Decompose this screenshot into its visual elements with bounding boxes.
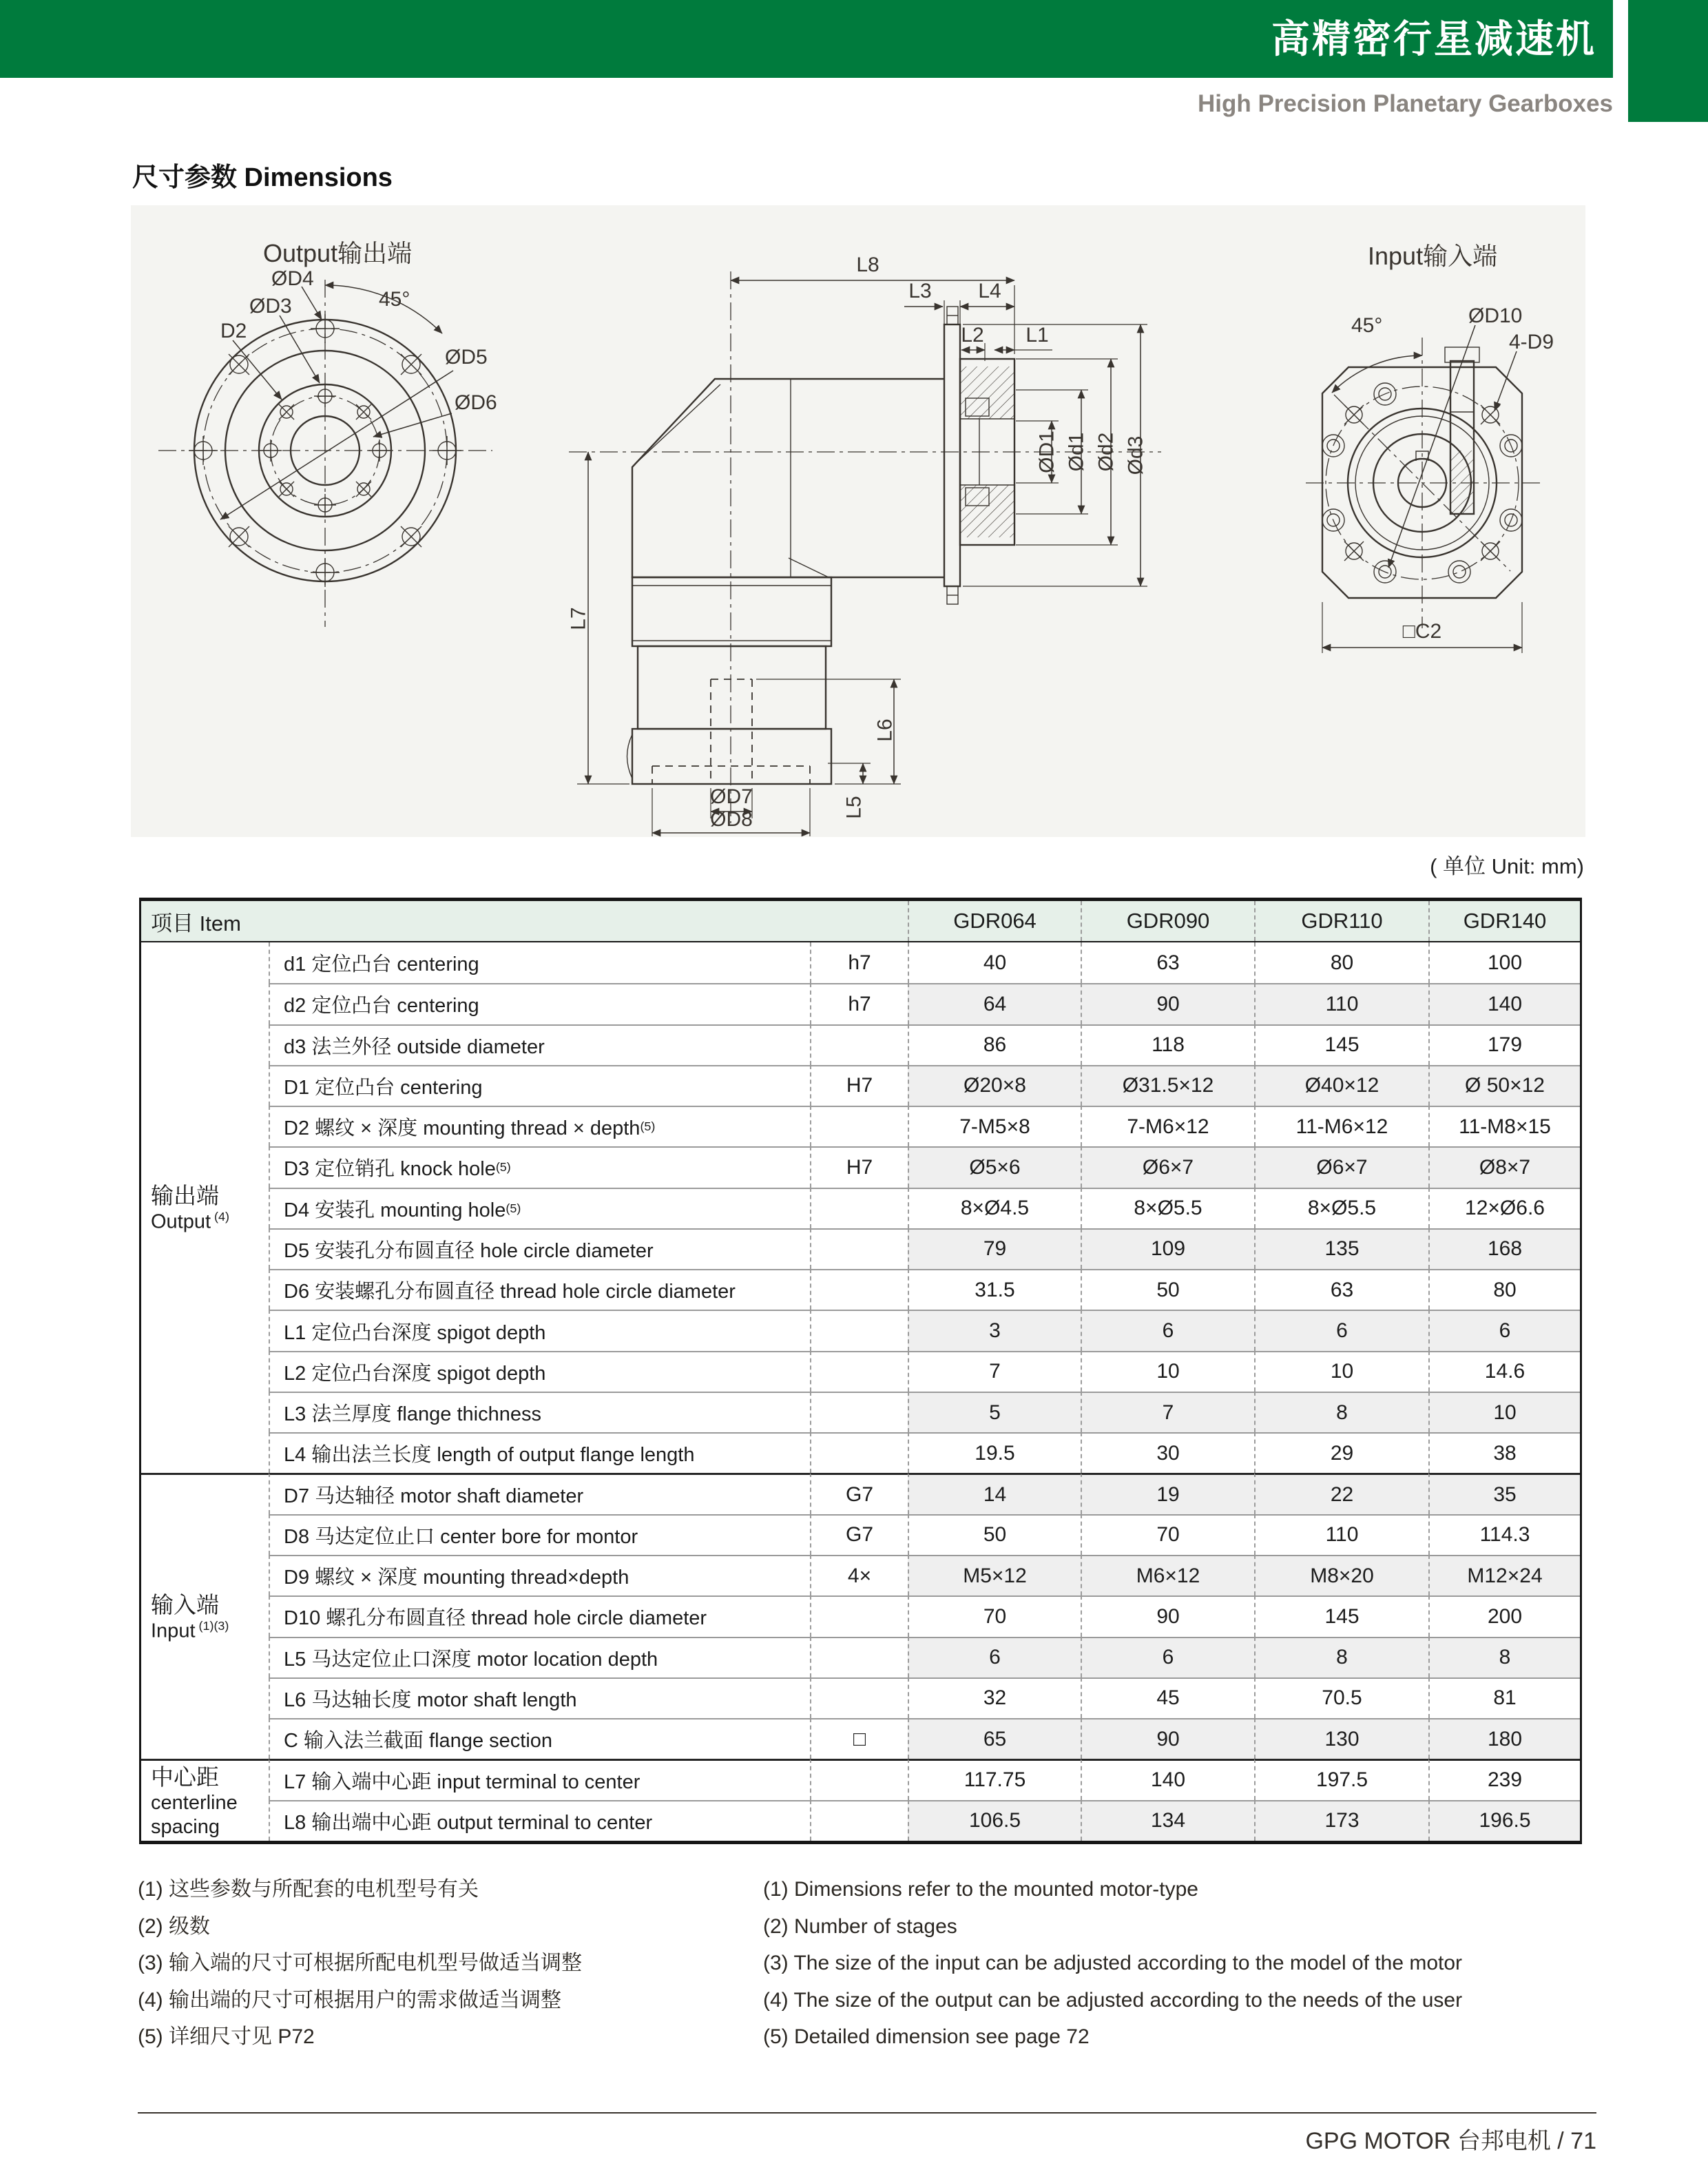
leader-d4 — [302, 287, 322, 320]
value-cell: 197.5 — [1254, 1759, 1428, 1799]
label-angle-input: 45° — [1351, 314, 1383, 337]
footnote: (5) 详细尺寸见 P72 — [138, 2025, 315, 2048]
label-d2: D2 — [220, 320, 247, 342]
leader-d3 — [280, 316, 320, 383]
value-cell: 64 — [908, 983, 1081, 1024]
value-cell: Ø31.5×12 — [1081, 1065, 1254, 1106]
tolerance-cell — [810, 1677, 908, 1718]
value-cell: 114.3 — [1428, 1514, 1580, 1555]
tolerance-cell — [810, 1269, 908, 1310]
row-label: D8 马达定位止口 center bore for montor — [269, 1514, 810, 1555]
label-c2: □C2 — [1402, 620, 1442, 643]
value-cell: 29 — [1254, 1432, 1428, 1473]
value-cell: 50 — [1081, 1269, 1254, 1310]
value-cell: 10 — [1081, 1351, 1254, 1392]
value-cell: 7-M5×8 — [908, 1106, 1081, 1146]
value-cell: 7 — [1081, 1392, 1254, 1432]
input-view — [1306, 242, 1554, 653]
value-cell: 80 — [1428, 1269, 1580, 1310]
value-cell: 50 — [908, 1514, 1081, 1555]
value-cell: 145 — [1254, 1024, 1428, 1065]
value-cell: 134 — [1081, 1800, 1254, 1841]
value-cell: 90 — [1081, 1718, 1254, 1759]
value-cell: 10 — [1428, 1392, 1580, 1432]
tolerance-cell: H7 — [810, 1065, 908, 1106]
value-cell: 130 — [1254, 1718, 1428, 1759]
value-cell: 100 — [1428, 942, 1580, 983]
label-l5: L5 — [842, 796, 866, 819]
value-cell: 70.5 — [1254, 1677, 1428, 1718]
row-label: d1 定位凸台 centering — [269, 942, 810, 983]
value-cell: 65 — [908, 1718, 1081, 1759]
label-d5: ØD5 — [445, 346, 488, 369]
value-cell: 63 — [1081, 942, 1254, 983]
value-cell: 14 — [908, 1473, 1081, 1514]
value-cell: 19 — [1081, 1473, 1254, 1514]
row-label: L1 定位凸台深度 spigot depth — [269, 1310, 810, 1350]
footnote: (3) The size of the input can be adjusted according to the model of the motor — [763, 1952, 1463, 1974]
label-l4: L4 — [978, 280, 1001, 302]
value-cell: M5×12 — [908, 1555, 1081, 1595]
leader-d5 — [220, 371, 453, 519]
gearbox-body — [632, 379, 944, 577]
footnotes-en — [763, 1871, 1462, 2056]
value-cell: 5 — [908, 1392, 1081, 1432]
section-label: 输入端 Input $^{(1)(3)}$ — [141, 1473, 269, 1759]
motor-adapter — [627, 577, 832, 784]
value-cell: 110 — [1254, 983, 1428, 1024]
label-D1: ØD1 — [1035, 431, 1059, 473]
footer-page-label: GPG MOTOR 台邦电机 / 71 — [1305, 2128, 1596, 2154]
value-cell: M6×12 — [1081, 1555, 1254, 1595]
value-cell: 31.5 — [908, 1269, 1081, 1310]
value-cell: 3 — [908, 1310, 1081, 1350]
value-cell: 173 — [1254, 1800, 1428, 1841]
col-header-gdr064: GDR064 — [908, 901, 1081, 941]
dimension-drawing — [131, 205, 1585, 837]
value-cell: 11-M8×15 — [1428, 1106, 1580, 1146]
value-cell: 135 — [1254, 1228, 1428, 1269]
value-cell: 35 — [1428, 1473, 1580, 1514]
row-label: D3 定位销孔 knock hole (5) — [269, 1146, 810, 1187]
col-header-gdr110: GDR110 — [1254, 901, 1428, 941]
col-header-gdr090: GDR090 — [1081, 901, 1254, 941]
label-angle-output: 45° — [379, 288, 410, 311]
dim-l3-l4 — [904, 280, 1014, 328]
row-label: L2 定位凸台深度 spigot depth — [269, 1351, 810, 1392]
value-cell: 6 — [1428, 1310, 1580, 1350]
section-label: 输出端 Output $^{(4)}$ — [151, 1182, 230, 1233]
dimensions-table — [139, 898, 1582, 1844]
tolerance-cell — [810, 1351, 908, 1392]
value-cell: 6 — [908, 1637, 1081, 1677]
green-banner — [0, 0, 1613, 78]
value-cell: 180 — [1428, 1718, 1580, 1759]
page-subtitle-en: High Precision Planetary Gearboxes — [1197, 90, 1613, 117]
value-cell: 86 — [908, 1024, 1081, 1065]
dim-l2-l1 — [961, 324, 1052, 361]
label-d3: ØD3 — [249, 295, 292, 318]
row-label: L4 输出法兰长度 length of output flange length — [269, 1432, 810, 1473]
label-l2: L2 — [961, 324, 984, 347]
value-cell: 196.5 — [1428, 1800, 1580, 1841]
label-l8: L8 — [856, 254, 879, 276]
tolerance-cell — [810, 1800, 908, 1841]
page-title-zh: 高精密行星减速机 — [1271, 17, 1596, 61]
label-d4: ØD4 — [271, 267, 314, 290]
value-cell: 19.5 — [908, 1432, 1081, 1473]
value-cell: 140 — [1081, 1759, 1254, 1799]
row-label: D10 螺孔分布圆直径 thread hole circle diameter — [269, 1595, 810, 1636]
dim-l6-l5 — [756, 679, 901, 819]
footnote: (2) Number of stages — [763, 1914, 957, 1938]
tolerance-cell: □ — [810, 1718, 908, 1759]
value-cell: 7-M6×12 — [1081, 1106, 1254, 1146]
value-cell: M8×20 — [1254, 1555, 1428, 1595]
value-cell: 106.5 — [908, 1800, 1081, 1841]
value-cell: 90 — [1081, 983, 1254, 1024]
unit-note: ( 单位 Unit: mm) — [1430, 854, 1584, 878]
label-4d9: 4-D9 — [1509, 331, 1554, 353]
label-small-d1: Ød1 — [1065, 432, 1088, 472]
tolerance-cell: h7 — [810, 942, 908, 983]
tolerance-cell — [810, 1024, 908, 1065]
label-d6: ØD6 — [455, 391, 497, 414]
leader-d6 — [373, 413, 452, 437]
footnote: (1) 这些参数与所配套的电机型号有关 — [138, 1878, 479, 1901]
tolerance-cell — [810, 1310, 908, 1350]
output-flange-plate — [944, 307, 960, 604]
row-label: D9 螺纹 × 深度 mounting thread×depth — [269, 1555, 810, 1595]
footnote: (3) 输入端的尺寸可根据所配电机型号做适当调整 — [138, 1952, 582, 1974]
value-cell: 140 — [1428, 983, 1580, 1024]
row-label: D6 安装螺孔分布圆直径 thread hole circle diameter — [269, 1269, 810, 1310]
row-label: L3 法兰厚度 flange thichness — [269, 1392, 810, 1432]
input-key-slot — [1445, 347, 1479, 514]
tolerance-cell — [810, 1637, 908, 1677]
row-label: L8 输出端中心距 output terminal to center — [269, 1800, 810, 1841]
section-view — [567, 254, 1162, 836]
value-cell: 7 — [908, 1351, 1081, 1392]
value-cell: 79 — [908, 1228, 1081, 1269]
value-cell: 179 — [1428, 1024, 1580, 1065]
label-d10: ØD10 — [1468, 304, 1523, 327]
value-cell: 80 — [1254, 942, 1428, 983]
tolerance-cell: h7 — [810, 983, 908, 1024]
section-label: 中心距 centerline spacing — [141, 1759, 269, 1841]
value-cell: 90 — [1081, 1595, 1254, 1636]
tolerance-cell — [810, 1392, 908, 1432]
row-label: D7 马达轴径 motor shaft diameter — [269, 1473, 810, 1514]
label-l7: L7 — [567, 607, 590, 630]
value-cell: Ø20×8 — [908, 1065, 1081, 1106]
row-label: L5 马达定位止口深度 motor location depth — [269, 1637, 810, 1677]
footnote: (5) Detailed dimension see page 72 — [763, 2025, 1090, 2048]
value-cell: 10 — [1254, 1351, 1428, 1392]
tolerance-cell — [810, 1106, 908, 1146]
value-cell: 239 — [1428, 1759, 1580, 1799]
value-cell: Ø6×7 — [1081, 1146, 1254, 1187]
value-cell: 8×Ø5.5 — [1254, 1188, 1428, 1228]
col-header-gdr140: GDR140 — [1428, 901, 1580, 941]
footnote: (2) 级数 — [138, 1914, 210, 1938]
value-cell: 8×Ø4.5 — [908, 1188, 1081, 1228]
footer-rule — [138, 2112, 1596, 2114]
drawing-svg — [131, 205, 1585, 837]
row-label: L6 马达轴长度 motor shaft length — [269, 1677, 810, 1718]
tolerance-cell — [810, 1188, 908, 1228]
dim-l7 — [567, 452, 630, 784]
value-cell: 63 — [1254, 1269, 1428, 1310]
value-cell: 70 — [1081, 1514, 1254, 1555]
tolerance-cell: G7 — [810, 1514, 908, 1555]
output-view — [158, 239, 497, 627]
value-cell: 8 — [1428, 1637, 1580, 1677]
value-cell: 168 — [1428, 1228, 1580, 1269]
footnote: (1) Dimensions refer to the mounted motor-type — [763, 1878, 1198, 1901]
row-label: C 输入法兰截面 flange section — [269, 1718, 810, 1759]
table-body — [141, 942, 1580, 1841]
value-cell: 70 — [908, 1595, 1081, 1636]
value-cell: M12×24 — [1428, 1555, 1580, 1595]
value-cell: 81 — [1428, 1677, 1580, 1718]
footnote: (4) 输出端的尺寸可根据用户的需求做适当调整 — [138, 1988, 561, 2012]
value-cell: 145 — [1254, 1595, 1428, 1636]
green-side-stripe — [1628, 0, 1708, 122]
label-l1: L1 — [1025, 324, 1049, 347]
row-label: d2 定位凸台 centering — [269, 983, 810, 1024]
value-cell: 6 — [1254, 1310, 1428, 1350]
section-heading: 尺寸参数 Dimensions — [132, 163, 393, 192]
label-small-d2: Ød2 — [1094, 432, 1118, 472]
value-cell: 8 — [1254, 1392, 1428, 1432]
label-D7: ØD7 — [710, 785, 753, 808]
value-cell: Ø 50×12 — [1428, 1065, 1580, 1106]
row-label: d3 法兰外径 outside diameter — [269, 1024, 810, 1065]
row-label: D5 安装孔分布圆直径 hole circle diameter — [269, 1228, 810, 1269]
label-l6: L6 — [873, 719, 897, 742]
label-small-d3: Ød3 — [1124, 435, 1147, 475]
label-l3: L3 — [908, 280, 932, 302]
dim-diameters — [963, 324, 1147, 586]
tolerance-cell: 4× — [810, 1555, 908, 1595]
dim-d7-d8 — [652, 785, 810, 836]
value-cell: 40 — [908, 942, 1081, 983]
value-cell: 6 — [1081, 1310, 1254, 1350]
value-cell: 45 — [1081, 1677, 1254, 1718]
tolerance-cell — [810, 1759, 908, 1799]
value-cell: 118 — [1081, 1024, 1254, 1065]
tolerance-cell: G7 — [810, 1473, 908, 1514]
input-view-title: Input输入端 — [1368, 242, 1498, 270]
value-cell: 6 — [1081, 1637, 1254, 1677]
value-cell: Ø5×6 — [908, 1146, 1081, 1187]
row-label: D4 安装孔 mounting hole (5) — [269, 1188, 810, 1228]
value-cell: 12×Ø6.6 — [1428, 1188, 1580, 1228]
col-header-item: 项目 Item — [151, 911, 241, 936]
value-cell: Ø40×12 — [1254, 1065, 1428, 1106]
value-cell: 8×Ø5.5 — [1081, 1188, 1254, 1228]
value-cell: 38 — [1428, 1432, 1580, 1473]
tolerance-cell — [810, 1432, 908, 1473]
value-cell: 8 — [1254, 1637, 1428, 1677]
value-cell: 22 — [1254, 1473, 1428, 1514]
value-cell: 32 — [908, 1677, 1081, 1718]
output-view-title: Output输出端 — [263, 239, 413, 267]
value-cell: Ø8×7 — [1428, 1146, 1580, 1187]
value-cell: 109 — [1081, 1228, 1254, 1269]
tolerance-cell — [810, 1595, 908, 1636]
row-label: D2 螺纹 × 深度 mounting thread × depth (5) — [269, 1106, 810, 1146]
label-D8: ØD8 — [710, 808, 753, 831]
value-cell: 110 — [1254, 1514, 1428, 1555]
leader-4d9 — [1494, 351, 1517, 411]
value-cell: Ø6×7 — [1254, 1146, 1428, 1187]
value-cell: 11-M6×12 — [1254, 1106, 1428, 1146]
footnotes-zh — [138, 1871, 582, 2056]
value-cell: 14.6 — [1428, 1351, 1580, 1392]
value-cell: 30 — [1081, 1432, 1254, 1473]
value-cell: 117.75 — [908, 1759, 1081, 1799]
tolerance-cell: H7 — [810, 1146, 908, 1187]
tolerance-cell — [810, 1228, 908, 1269]
row-label: D1 定位凸台 centering — [269, 1065, 810, 1106]
row-label: L7 输入端中心距 input terminal to center — [269, 1759, 810, 1799]
value-cell: 200 — [1428, 1595, 1580, 1636]
footnote: (4) The size of the output can be adjusted according to the needs of the user — [763, 1988, 1463, 2012]
table-header — [141, 901, 1580, 942]
